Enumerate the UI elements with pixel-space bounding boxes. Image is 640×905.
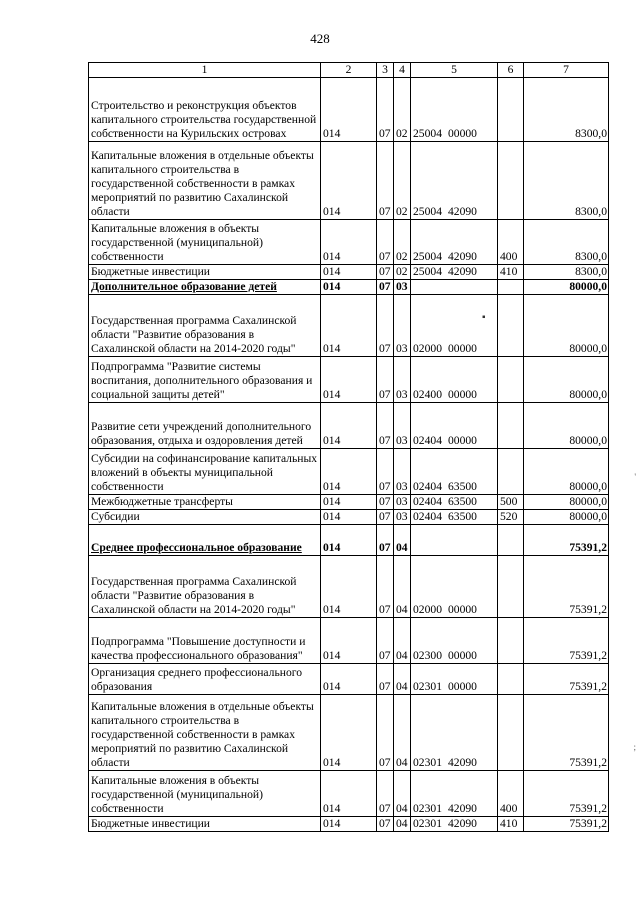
target-article-code-part1: 02404 [413,480,442,493]
ministry-code: 014 [321,510,377,525]
ministry-code: 014 [321,220,377,265]
scan-mark: ' [634,472,636,482]
target-article-code-part2: 63500 [447,495,477,508]
target-article-code-part1: 02404 [413,510,442,523]
subsection-code: 04 [394,556,411,618]
column-header: 1 [89,63,321,78]
table-row [89,495,609,510]
expense-type-code: 400 [498,220,524,265]
table-row [89,295,609,357]
expense-type-code [498,449,524,495]
ministry-code: 014 [321,449,377,495]
table-row [89,357,609,403]
ministry-code: 014 [321,280,377,295]
target-article-code-part2: 00000 [447,127,477,140]
target-article-code [411,449,498,495]
subsection-code: 03 [394,449,411,495]
page-number: 428 [310,31,330,46]
subsection-code: 02 [394,220,411,265]
subsection-code: 03 [394,510,411,525]
target-article-code [411,220,498,265]
target-article-code [411,664,498,695]
ministry-code: 014 [321,265,377,280]
target-article-code-part2: 00000 [447,388,477,401]
amount: 80000,0 [524,280,609,295]
ministry-code: 014 [321,664,377,695]
row-name: Среднее профессиональное образование [89,525,321,556]
expense-type-code: 400 [498,771,524,817]
target-article-code [411,142,498,220]
row-name: Капитальные вложения в отдельные объекты капитального строительства в государственной собственности в рамках мероприятий по развитию Сахалинской области [89,695,321,771]
row-name: Межбюджетные трансферты [89,495,321,510]
target-article-code-part1: 02404 [413,495,442,508]
amount: 75391,2 [524,695,609,771]
target-article-code [411,495,498,510]
target-article-code-part1: 02301 [413,817,442,830]
column-header: 7 [524,63,609,78]
amount: 8300,0 [524,142,609,220]
amount: 75391,2 [524,556,609,618]
section-code: 07 [377,618,394,664]
ministry-code: 014 [321,142,377,220]
amount: 80000,0 [524,510,609,525]
target-article-code [411,556,498,618]
expense-type-code [498,280,524,295]
table-row [89,817,609,832]
target-article-code-part2: 63500 [447,510,477,523]
target-article-code [411,695,498,771]
expense-type-code [498,357,524,403]
row-name: Подпрограмма "Развитие системы воспитания, дополнительного образования и социальной защиты детей" [89,357,321,403]
subsection-code: 04 [394,695,411,771]
amount: 8300,0 [524,78,609,142]
target-article-code-part1: 02000 [413,342,442,355]
expense-type-code: 520 [498,510,524,525]
expense-type-code [498,78,524,142]
row-name: Бюджетные инвестиции [89,265,321,280]
subsection-code: 03 [394,357,411,403]
section-code: 07 [377,265,394,280]
row-name: Капитальные вложения в объекты государственной (муниципальной) собственности [89,771,321,817]
section-code: 07 [377,525,394,556]
expense-type-code [498,664,524,695]
target-article-code [411,510,498,525]
table-row [89,449,609,495]
row-name: Капитальные вложения в объекты государственной (муниципальной) собственности [89,220,321,265]
target-article-code-part1: 25004 [413,265,442,278]
table-header-row [89,63,609,78]
section-code: 07 [377,142,394,220]
section-code: 07 [377,771,394,817]
target-article-code-part2: 42090 [447,265,477,278]
target-article-code-part2: 63500 [447,480,477,493]
section-code: 07 [377,220,394,265]
ministry-code: 014 [321,495,377,510]
amount: 75391,2 [524,664,609,695]
expense-type-code [498,295,524,357]
amount: 8300,0 [524,220,609,265]
target-article-code-part1: 02400 [413,388,442,401]
subsection-code: 04 [394,525,411,556]
table-row [89,280,609,295]
subsection-code: 04 [394,664,411,695]
table-row [89,78,609,142]
amount: 8300,0 [524,265,609,280]
budget-table [88,62,609,832]
column-header: 5 [411,63,498,78]
row-name: Субсидии [89,510,321,525]
subsection-code: 03 [394,280,411,295]
row-name: Организация среднего профессионального образования [89,664,321,695]
expense-type-code [498,556,524,618]
ministry-code: 014 [321,295,377,357]
target-article-code-part1: 25004 [413,250,442,263]
expense-type-code: 410 [498,265,524,280]
section-code: 07 [377,510,394,525]
target-article-code-part2: 00000 [447,680,477,693]
table-row [89,403,609,449]
target-article-code-part1: 25004 [413,127,442,140]
ministry-code: 014 [321,78,377,142]
target-article-code-part2: 42090 [447,205,477,218]
target-article-code-part2: 42090 [447,802,477,815]
section-code: 07 [377,695,394,771]
table-row [89,220,609,265]
scan-mark: ▪ [482,312,486,323]
section-code: 07 [377,78,394,142]
target-article-code-part2: 00000 [447,603,477,616]
section-code: 07 [377,449,394,495]
row-name: Развитие сети учреждений дополнительного образования, отдыха и оздоровления детей [89,403,321,449]
target-article-code [411,295,498,357]
amount: 75391,2 [524,618,609,664]
section-code: 07 [377,817,394,832]
target-article-code [411,357,498,403]
subsection-code: 02 [394,78,411,142]
column-header: 2 [321,63,377,78]
target-article-code [411,817,498,832]
target-article-code-part1: 02301 [413,802,442,815]
target-article-code-part2: 00000 [447,649,477,662]
amount: 80000,0 [524,449,609,495]
target-article-code [411,280,498,295]
target-article-code-part1: 02301 [413,756,442,769]
table-row [89,664,609,695]
table-row [89,265,609,280]
target-article-code [411,403,498,449]
row-name: Государственная программа Сахалинской области "Развитие образования в Сахалинской области на 2014-2020 годы" [89,556,321,618]
amount: 75391,2 [524,525,609,556]
section-code: 07 [377,403,394,449]
target-article-code [411,618,498,664]
subsection-code: 02 [394,142,411,220]
amount: 75391,2 [524,771,609,817]
target-article-code [411,265,498,280]
target-article-code [411,771,498,817]
subsection-code: 04 [394,618,411,664]
target-article-code-part2: 42090 [447,250,477,263]
target-article-code [411,78,498,142]
row-name: Бюджетные инвестиции [89,817,321,832]
ministry-code: 014 [321,403,377,449]
target-article-code-part2: 00000 [447,342,477,355]
amount: 80000,0 [524,495,609,510]
target-article-code-part1: 02300 [413,649,442,662]
row-name: Строительство и реконструкция объектов капитального строительства государственной собственности на Курильских островах [89,78,321,142]
table-row [89,525,609,556]
subsection-code: 04 [394,771,411,817]
section-code: 07 [377,556,394,618]
row-name: Субсидии на софинансирование капитальных вложений в объекты муниципальной собственности [89,449,321,495]
subsection-code: 03 [394,495,411,510]
column-header: 6 [498,63,524,78]
expense-type-code: 500 [498,495,524,510]
target-article-code-part1: 25004 [413,205,442,218]
section-code: 07 [377,664,394,695]
row-name: Дополнительное образование детей [89,280,321,295]
row-name: Капитальные вложения в отдельные объекты капитального строительства в государственной собственности в рамках мероприятий по развитию Сахалинской области [89,142,321,220]
target-article-code-part1: 02301 [413,680,442,693]
ministry-code: 014 [321,357,377,403]
amount: 80000,0 [524,295,609,357]
target-article-code-part1: 02404 [413,434,442,447]
section-code: 07 [377,295,394,357]
table-row [89,556,609,618]
amount: 75391,2 [524,817,609,832]
ministry-code: 014 [321,817,377,832]
table-row [89,510,609,525]
ministry-code: 014 [321,771,377,817]
scan-mark: ; [633,742,636,752]
target-article-code [411,525,498,556]
amount: 80000,0 [524,357,609,403]
table-row [89,142,609,220]
column-header: 3 [377,63,394,78]
amount: 80000,0 [524,403,609,449]
subsection-code: 03 [394,403,411,449]
subsection-code: 04 [394,817,411,832]
column-header: 4 [394,63,411,78]
expense-type-code [498,403,524,449]
ministry-code: 014 [321,618,377,664]
subsection-code: 02 [394,265,411,280]
target-article-code-part2: 42090 [447,756,477,769]
target-article-code-part1: 02000 [413,603,442,616]
target-article-code-part2: 00000 [447,434,477,447]
expense-type-code [498,142,524,220]
expense-type-code: 410 [498,817,524,832]
ministry-code: 014 [321,556,377,618]
expense-type-code [498,695,524,771]
ministry-code: 014 [321,695,377,771]
table-row [89,695,609,771]
table-row [89,618,609,664]
row-name: Подпрограмма "Повышение доступности и качества профессионального образования" [89,618,321,664]
expense-type-code [498,618,524,664]
table-row [89,771,609,817]
section-code: 07 [377,357,394,403]
row-name: Государственная программа Сахалинской области "Развитие образования в Сахалинской области на 2014-2020 годы" [89,295,321,357]
subsection-code: 03 [394,295,411,357]
section-code: 07 [377,495,394,510]
section-code: 07 [377,280,394,295]
expense-type-code [498,525,524,556]
ministry-code: 014 [321,525,377,556]
target-article-code-part2: 42090 [447,817,477,830]
